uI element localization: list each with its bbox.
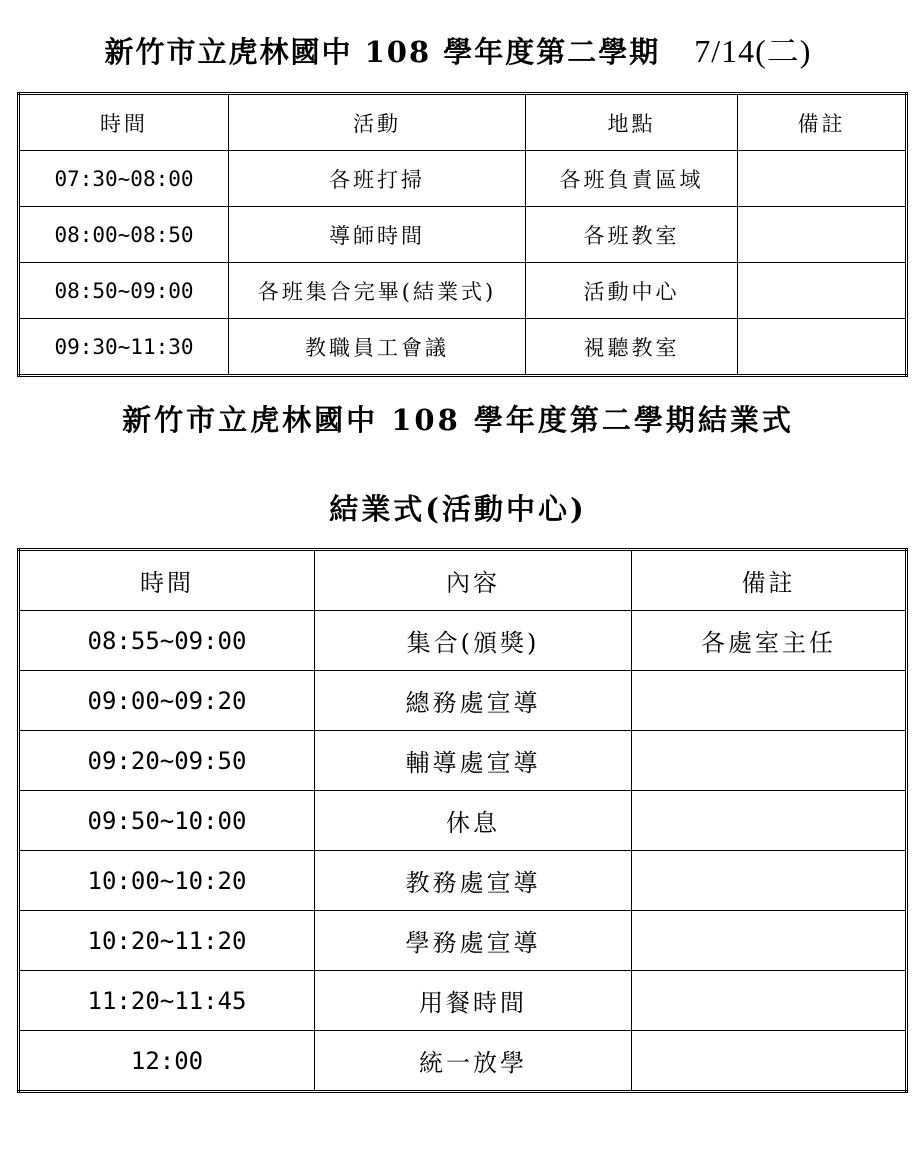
cell-content: 輔導處宣導 bbox=[315, 731, 632, 791]
header-content: 內容 bbox=[315, 550, 632, 611]
cell-time: 09:00~09:20 bbox=[19, 671, 315, 731]
cell-time: 07:30~08:00 bbox=[19, 151, 229, 207]
daily-schedule-table bbox=[17, 92, 908, 377]
table-row bbox=[19, 151, 907, 207]
cell-content: 用餐時間 bbox=[315, 971, 632, 1031]
cell-note bbox=[632, 731, 907, 791]
cell-content: 學務處宣導 bbox=[315, 911, 632, 971]
table-header-row bbox=[19, 94, 907, 151]
table-row bbox=[19, 851, 907, 911]
cell-time: 08:55~09:00 bbox=[19, 611, 315, 671]
cell-time: 08:00~08:50 bbox=[19, 207, 229, 263]
cell-time: 10:20~11:20 bbox=[19, 911, 315, 971]
ceremony-title: 新竹市立虎林國中 108 學年度第二學期結業式 bbox=[122, 403, 794, 437]
table-row bbox=[19, 791, 907, 851]
cell-note bbox=[632, 911, 907, 971]
cell-activity: 教職員工會議 bbox=[229, 319, 526, 376]
ceremony-schedule-table bbox=[17, 548, 908, 1093]
header-location: 地點 bbox=[526, 94, 738, 151]
cell-time: 10:00~10:20 bbox=[19, 851, 315, 911]
cell-content: 教務處宣導 bbox=[315, 851, 632, 911]
cell-activity: 各班打掃 bbox=[229, 151, 526, 207]
cell-note bbox=[632, 851, 907, 911]
cell-note bbox=[738, 151, 907, 207]
cell-note bbox=[738, 263, 907, 319]
header-activity: 活動 bbox=[229, 94, 526, 151]
cell-content: 集合(頒獎) bbox=[315, 611, 632, 671]
cell-time: 08:50~09:00 bbox=[19, 263, 229, 319]
cell-location: 活動中心 bbox=[526, 263, 738, 319]
cell-activity: 導師時間 bbox=[229, 207, 526, 263]
schedule-date: 7/14(二) bbox=[694, 33, 812, 69]
ceremony-subtitle: 結業式(活動中心) bbox=[329, 492, 587, 526]
schedule-title bbox=[0, 26, 916, 72]
cell-content: 總務處宣導 bbox=[315, 671, 632, 731]
header-time: 時間 bbox=[19, 94, 229, 151]
cell-content: 休息 bbox=[315, 791, 632, 851]
cell-note: 各處室主任 bbox=[632, 611, 907, 671]
cell-activity: 各班集合完畢(結業式) bbox=[229, 263, 526, 319]
table-row bbox=[19, 611, 907, 671]
table-row bbox=[19, 731, 907, 791]
cell-time: 09:50~10:00 bbox=[19, 791, 315, 851]
cell-location: 各班負責區域 bbox=[526, 151, 738, 207]
table-row bbox=[19, 971, 907, 1031]
table-row bbox=[19, 207, 907, 263]
table-row bbox=[19, 319, 907, 376]
header-note: 備註 bbox=[738, 94, 907, 151]
cell-time: 09:20~09:50 bbox=[19, 731, 315, 791]
cell-time: 11:20~11:45 bbox=[19, 971, 315, 1031]
cell-note bbox=[738, 319, 907, 376]
cell-note bbox=[632, 1031, 907, 1092]
schedule-title-text: 新竹市立虎林國中 108 學年度第二學期 bbox=[104, 35, 661, 69]
table-row bbox=[19, 1031, 907, 1092]
table-header-row bbox=[19, 550, 907, 611]
cell-time: 12:00 bbox=[19, 1031, 315, 1092]
cell-content: 統一放學 bbox=[315, 1031, 632, 1092]
cell-note bbox=[632, 971, 907, 1031]
header-note: 備註 bbox=[632, 550, 907, 611]
cell-note bbox=[632, 671, 907, 731]
header-time: 時間 bbox=[19, 550, 315, 611]
table-row bbox=[19, 671, 907, 731]
table-row bbox=[19, 263, 907, 319]
cell-time: 09:30~11:30 bbox=[19, 319, 229, 376]
table-row bbox=[19, 911, 907, 971]
cell-note bbox=[738, 207, 907, 263]
cell-note bbox=[632, 791, 907, 851]
cell-location: 各班教室 bbox=[526, 207, 738, 263]
cell-location: 視聽教室 bbox=[526, 319, 738, 376]
